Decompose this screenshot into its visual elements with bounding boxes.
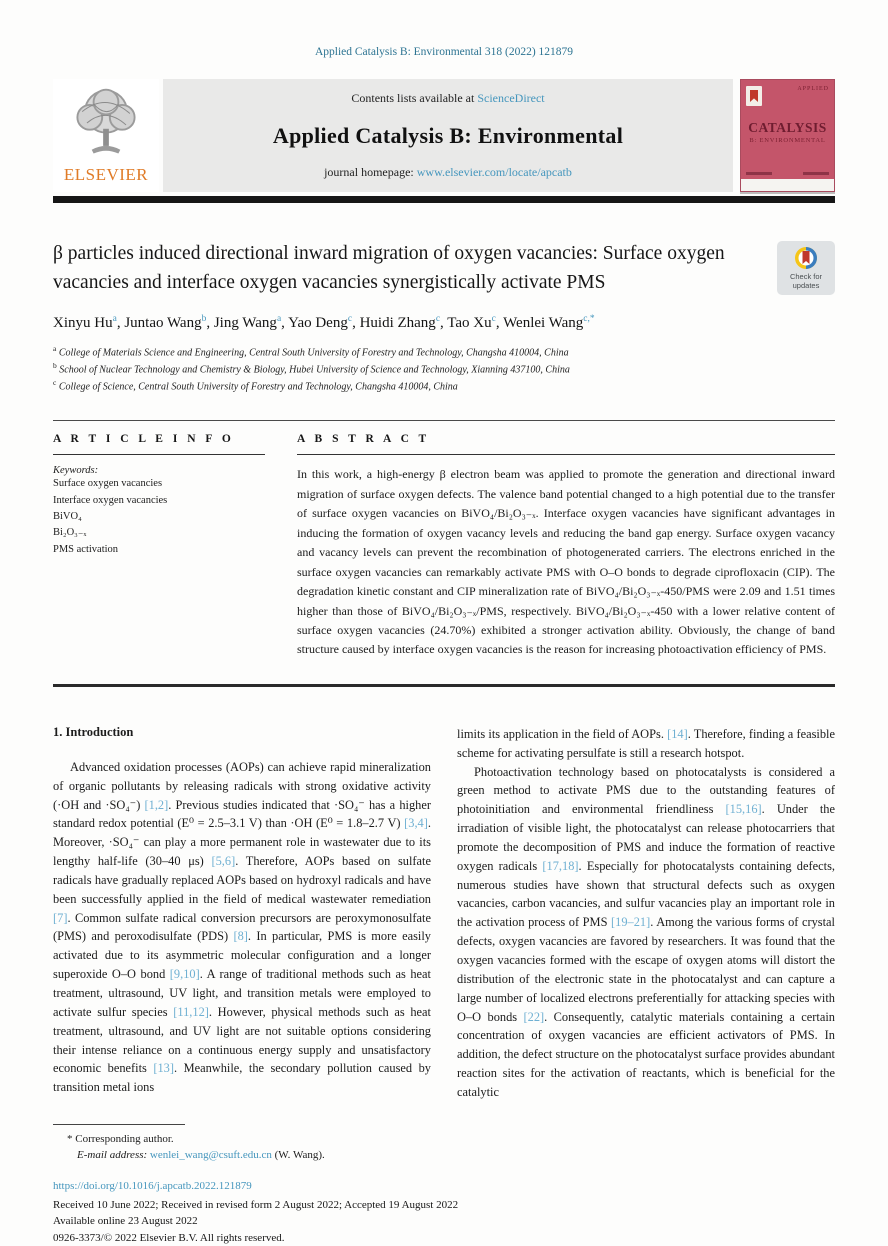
intro-paragraph: Photoactivation technology based on photocatalysts is considered a green method to activate PMS due to the outstanding features of photoinitiation and environmental friendliness [15,16]. Under the irradiation of visible light, the photocatalyst can release photocarriers that promote the decomposition of PMS and induce the formation of reactive oxygen radicals [17,18]. Especially for photocatalysts containing defects, numerous studies have shown that structural defects such as oxygen vacancies, carbon vacancies, and sulfur vacancies play an important role in the activation process of PMS [19–21]. Among the various forms of crystal defects, oxygen vacancies are favored by researchers. It was found that the oxygen vacancies formed with the escape of oxygen atoms will distort the distribution of the electronic state in the photocatalyst and can capture a large number of localized electrons preferentially for attacking species with O–O bonds [22]. Consequently, catalytic materials containing a certain concentration of oxygen vacancies are efficient activators of PMS. In addition, the defect structure on the photocatalyst surface provides abundant reaction sites for the activation of reactants, which is beneficial for the catalytic xyxy=(457,764,835,1099)
footnote-block xyxy=(53,1131,835,1164)
check-for-updates-label: Check for updates xyxy=(789,271,823,290)
author-list xyxy=(53,314,835,332)
author-corresponding: Wenlei Wang$^{c,*}$ xyxy=(503,313,595,331)
author: Jing Wang$^a$, xyxy=(213,313,289,331)
check-for-updates-button[interactable] xyxy=(777,241,835,295)
email-line xyxy=(53,1147,835,1164)
email-link[interactable]: wenlei_wang@csuft.edu.cn xyxy=(149,1149,272,1162)
author: Yao Deng$^c$, xyxy=(288,313,360,331)
keyword-item: Interface oxygen vacancies xyxy=(53,494,168,506)
running-head-citation: Applied Catalysis B: Environmental 318 (2022) 121879 xyxy=(314,46,574,58)
check-for-updates-icon xyxy=(794,246,818,270)
elsevier-logo xyxy=(53,79,159,192)
affiliation-c: $^c$ College of Science, Central South University of Forestry and Technology, Changsha 410004, China xyxy=(53,378,458,393)
article-info-rule xyxy=(53,454,265,455)
received-line: Received 10 June 2022; Received in revised form 2 August 2022; Accepted 19 August 2022 xyxy=(53,1198,459,1211)
affiliations xyxy=(53,343,835,395)
author: Xinyu Hu$^a$, xyxy=(53,313,125,331)
journal-title: Applied Catalysis B: Environmental xyxy=(272,122,624,148)
cover-subtitle: B: ENVIRONMENTAL xyxy=(749,137,826,144)
homepage-url-link[interactable]: www.elsevier.com/locate/apcatb xyxy=(416,165,572,179)
intro-paragraph: limits its application in the field of AOPs. [14]. Therefore, finding a feasible scheme for activating persulfate is still a research hotspot. xyxy=(457,726,835,760)
intro-column-right xyxy=(457,725,835,1102)
article-history xyxy=(53,1197,835,1246)
introduction-heading: 1. Introduction xyxy=(53,724,134,739)
article-info-column xyxy=(53,433,265,659)
cover-top-row xyxy=(741,80,834,106)
elsevier-tree-icon xyxy=(63,83,149,165)
abstract-rule xyxy=(297,454,835,455)
keyword-item: BiVO₄ xyxy=(53,511,82,523)
contents-prefix: Contents lists available at xyxy=(351,91,478,105)
keyword-item: PMS activation xyxy=(53,543,119,555)
available-online-line: Available online 23 August 2022 xyxy=(53,1215,198,1228)
keyword-item: Surface oxygen vacancies xyxy=(53,478,163,490)
info-abstract-block xyxy=(53,420,835,675)
footnote-rule xyxy=(53,1124,185,1125)
author: Juntao Wang$^b$, xyxy=(124,313,214,331)
cover-publisher-badge-icon xyxy=(746,86,762,106)
author: Tao Xu$^c$, xyxy=(447,313,504,331)
homepage-line xyxy=(324,165,572,180)
elsevier-wordmark: ELSEVIER xyxy=(63,165,149,184)
masthead-divider-bar xyxy=(53,196,835,203)
keywords-label: Keywords: xyxy=(53,465,99,477)
section-divider-rule xyxy=(53,684,835,687)
masthead-center xyxy=(163,79,733,192)
cover-applied-label: APPLIED xyxy=(797,86,829,92)
intro-column-left xyxy=(53,725,431,1102)
article-info-heading: A R T I C L E I N F O xyxy=(53,433,235,446)
introduction-columns xyxy=(53,725,835,1102)
keyword-item: Bi₂O₃₋ₓ xyxy=(53,527,87,539)
article-title: β particles induced directional inward migration of oxygen vacancies: Surface oxygen vacancies and interface oxygen vacancies synergistically activate PMS xyxy=(53,243,725,294)
abstract-column xyxy=(297,433,835,659)
corresponding-author-note: * Corresponding author. xyxy=(67,1132,174,1145)
email-label: E-mail address: xyxy=(77,1149,148,1162)
contents-lists-line xyxy=(351,91,544,106)
copyright-line: 0926-3373/© 2022 Elsevier B.V. All rights reserved. xyxy=(53,1231,285,1244)
intro-paragraph: Advanced oxidation processes (AOPs) can achieve rapid mineralization of organic pollutants by releasing radicals with strong oxidative activity (·OH and ·SO₄⁻) [1,2]. Previous studies indicated that ·SO₄⁻ has a higher standard redox potential (E⁰ = 2.5–3.1 V) than ·OH (E⁰ = 1.8–2.7 V) [3,4]. Moreover, ·SO₄⁻ can play a more permanent role in wastewater due to its lengthy half-life (30–40 μs) [5,6]. Therefore, AOPs based on sulfate radicals have gradually replaced AOPs based on hydroxyl radicals and have been successfully applied in the field of medical wastewater remediation [7]. Common sulfate radical conversion precursors are peroxymonosulfate (PMS) and peroxodisulfate (PDS) [8]. In particular, PMS is more easily activated due to its asymmetric molecular configuration and a longer superoxide O–O bond [9,10]. A range of traditional methods such as heat treatment, ultrasound, UV light, and transition metals were employed to activate sulfur species [11,12]. However, physical methods such as heat treatment, ultrasound, and UV light are not suitable options considering their intense reliance on a continuous energy supply and unsatisfactory economic benefits [13]. Meanwhile, the secondary pollution caused by transition metal ions xyxy=(53,759,431,1095)
homepage-prefix: journal homepage: xyxy=(324,165,417,179)
author: Huidi Zhang$^c$, xyxy=(359,313,448,331)
cover-title: CATALYSIS xyxy=(748,120,827,135)
email-suffix: (W. Wang). xyxy=(271,1149,325,1162)
doi-line xyxy=(53,1180,835,1192)
sciencedirect-link[interactable]: ScienceDirect xyxy=(477,91,545,105)
abstract-text: In this work, a high-energy β electron beam was applied to promote the generation and directional inward migration of surface oxygen defects. The valence band potential changed to a high potential due to the transfer of surface oxygen vacancies on BiVO₄/Bi₂O₃₋ₓ. Interface oxygen vacancies have significant advantages in inducing the formation of oxygen vacancy levels and reducing the band gap energy. Surface oxygen vacancy and vacancy levels can prevent the recombination of photogenerated carriers. The electrons enriched in the surface oxygen vacancies can remarkably activate PMS with O–O bonds to degrade ciprofloxacin (CIP). The degradation kinetic constant and CIP mineralization rate of BiVO₄/Bi₂O₃₋ₓ-450/PMS were 2.09 and 1.51 times higher than those of BiVO₄/Bi₂O₃₋ₓ/PMS, respectively. BiVO₄/Bi₂O₃₋ₓ-450 with a lower relative content of surface oxygen vacancies (24.70%) exhibited a stronger activation ability. Obviously, the change of band structure caused by interface oxygen vacancies is the reason for increasing photoactivation efficiency of PMS. xyxy=(297,467,835,657)
affiliation-a: $^a$ College of Materials Science and Engineering, Central South University of Forestry and Technology, Changsha 410004, China xyxy=(53,343,569,358)
cover-footer-marks xyxy=(741,172,834,179)
abstract-heading: A B S T R A C T xyxy=(297,433,430,446)
doi-link[interactable]: https://doi.org/10.1016/j.apcatb.2022.121879 xyxy=(53,1179,252,1192)
journal-cover-thumbnail[interactable] xyxy=(740,79,835,192)
cover-title-wrap xyxy=(741,120,834,144)
affiliation-b: $^b$ School of Nuclear Technology and Chemistry & Biology, Hubei University of Science and Technology, Xianning 437100, China xyxy=(53,360,570,376)
journal-masthead xyxy=(53,79,835,192)
cover-bottom-strip xyxy=(741,179,834,191)
